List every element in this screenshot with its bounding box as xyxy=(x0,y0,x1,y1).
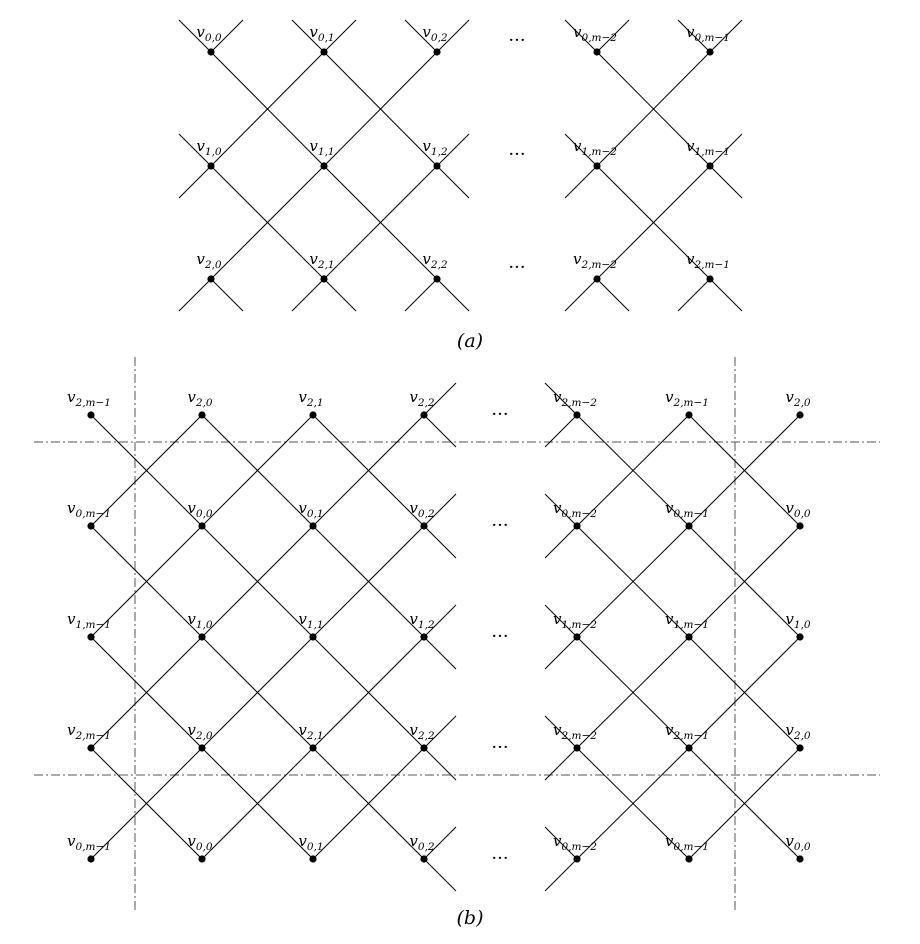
vertex-label xyxy=(409,388,435,409)
vertex-label xyxy=(553,721,597,742)
vertex xyxy=(796,411,803,418)
vertex-label xyxy=(422,137,448,158)
vertex-label xyxy=(196,250,222,271)
vertex-label xyxy=(553,832,597,853)
vertex xyxy=(198,633,205,640)
vertex-label xyxy=(686,23,730,44)
vertex-symbol: v xyxy=(665,610,674,628)
ellipsis: ··· xyxy=(491,848,509,869)
edge-stub xyxy=(179,279,211,311)
vertex xyxy=(573,855,580,862)
vertex-subscript: 0,0 xyxy=(793,841,811,853)
vertex xyxy=(796,855,803,862)
vertex-label xyxy=(686,137,730,158)
vertex-symbol: v xyxy=(298,721,307,739)
vertex-subscript: 0,2 xyxy=(417,841,435,853)
vertex-subscript: 2,1 xyxy=(306,730,324,742)
vertex xyxy=(87,633,94,640)
edge-stub xyxy=(292,279,324,311)
vertex xyxy=(593,48,600,55)
vertex xyxy=(87,855,94,862)
vertex-symbol: v xyxy=(665,832,674,850)
vertex-label xyxy=(665,610,709,631)
vertex xyxy=(320,48,327,55)
vertex-symbol: v xyxy=(187,610,196,628)
vertex-subscript: 2,0 xyxy=(204,259,222,271)
subfigure-b xyxy=(34,357,880,910)
vertex xyxy=(87,411,94,418)
vertex-subscript: 2,0 xyxy=(195,730,213,742)
vertex-label xyxy=(785,388,811,409)
vertex-label xyxy=(309,250,334,271)
vertex-subscript: 0,1 xyxy=(317,32,335,44)
ellipsis: ··· xyxy=(491,626,509,647)
vertex-symbol: v xyxy=(409,832,418,850)
vertex xyxy=(796,744,803,751)
edge-stub xyxy=(179,166,211,198)
vertex xyxy=(309,855,316,862)
vertex-symbol: v xyxy=(785,721,794,739)
vertex xyxy=(420,744,427,751)
edge-stub xyxy=(405,279,437,311)
vertex-symbol: v xyxy=(553,499,562,517)
vertex xyxy=(573,522,580,529)
vertex-symbol: v xyxy=(67,721,76,739)
vertex-symbol: v xyxy=(67,388,76,406)
vertex-subscript: 2,0 xyxy=(793,730,811,742)
vertex-symbol: v xyxy=(309,250,318,268)
vertex xyxy=(420,855,427,862)
vertex-label xyxy=(187,721,213,742)
vertex-subscript: 0,0 xyxy=(204,32,222,44)
vertex-symbol: v xyxy=(573,250,582,268)
vertex xyxy=(198,855,205,862)
vertex-subscript: 1,m−1 xyxy=(694,146,730,158)
vertex-subscript: 1,0 xyxy=(793,619,811,631)
edge-stub xyxy=(424,859,456,891)
vertex-subscript: 2,m−2 xyxy=(561,397,597,409)
vertex-label xyxy=(187,832,213,853)
vertex xyxy=(573,633,580,640)
vertex-symbol: v xyxy=(785,832,794,850)
ellipsis: ··· xyxy=(491,737,509,758)
ellipsis: ··· xyxy=(491,404,509,425)
vertex-label xyxy=(409,610,435,631)
edge-stub xyxy=(710,279,742,311)
vertex-label xyxy=(67,610,111,631)
vertex-subscript: 0,m−1 xyxy=(673,508,709,520)
vertex-symbol: v xyxy=(553,610,562,628)
vertex-subscript: 2,m−2 xyxy=(561,730,597,742)
vertex-symbol: v xyxy=(187,832,196,850)
edge-stub xyxy=(545,526,577,558)
vertex-subscript: 0,0 xyxy=(195,508,213,520)
vertex-label xyxy=(422,250,448,271)
vertex-label xyxy=(298,832,323,853)
vertex-symbol: v xyxy=(196,137,205,155)
vertex-symbol: v xyxy=(573,23,582,41)
vertex xyxy=(420,633,427,640)
vertex xyxy=(320,275,327,282)
vertex-subscript: 1,0 xyxy=(204,146,222,158)
edge-stub xyxy=(565,166,597,198)
vertex xyxy=(87,744,94,751)
vertex-subscript: 0,0 xyxy=(195,841,213,853)
vertex-subscript: 1,1 xyxy=(317,146,335,158)
vertex-symbol: v xyxy=(187,721,196,739)
vertex-symbol: v xyxy=(196,23,205,41)
vertex-symbol: v xyxy=(553,832,562,850)
edge-stub xyxy=(424,637,456,669)
vertex-symbol: v xyxy=(422,250,431,268)
vertex-symbol: v xyxy=(309,23,318,41)
vertex-subscript: 2,m−1 xyxy=(694,259,730,271)
vertex-subscript: 0,1 xyxy=(306,508,324,520)
vertex-subscript: 0,m−2 xyxy=(561,508,597,520)
vertex-label xyxy=(67,721,111,742)
vertex xyxy=(433,275,440,282)
vertex-symbol: v xyxy=(422,23,431,41)
edge-stub xyxy=(565,279,597,311)
vertex-label xyxy=(573,23,617,44)
vertex xyxy=(796,522,803,529)
vertex-subscript: 1,m−2 xyxy=(581,146,617,158)
vertex-symbol: v xyxy=(785,388,794,406)
vertex-subscript: 2,m−1 xyxy=(673,730,709,742)
vertex-label xyxy=(309,23,334,44)
vertex-label xyxy=(785,832,811,853)
vertex-label xyxy=(665,721,709,742)
vertex-label xyxy=(665,388,709,409)
vertex xyxy=(207,162,214,169)
vertex xyxy=(685,744,692,751)
vertex-subscript: 2,0 xyxy=(195,397,213,409)
vertex-subscript: 2,1 xyxy=(306,397,324,409)
vertex xyxy=(309,744,316,751)
vertex-label xyxy=(553,499,597,520)
vertex-subscript: 2,m−1 xyxy=(673,397,709,409)
vertex-label xyxy=(298,721,323,742)
vertex-subscript: 0,m−1 xyxy=(75,508,111,520)
vertex-label xyxy=(187,499,213,520)
vertex xyxy=(593,162,600,169)
vertex-label xyxy=(409,499,435,520)
edge-stub xyxy=(324,279,356,311)
vertex-symbol: v xyxy=(298,610,307,628)
subfigure-a xyxy=(179,20,742,311)
vertex-symbol: v xyxy=(67,499,76,517)
vertex xyxy=(309,411,316,418)
vertex-symbol: v xyxy=(665,499,674,517)
vertex-symbol: v xyxy=(409,610,418,628)
vertex-label xyxy=(665,832,709,853)
vertex xyxy=(573,744,580,751)
edge-stub xyxy=(597,279,629,311)
vertex-subscript: 1,m−1 xyxy=(673,619,709,631)
vertex-symbol: v xyxy=(409,721,418,739)
vertex-symbol: v xyxy=(553,388,562,406)
vertex-label xyxy=(409,721,435,742)
vertex xyxy=(207,48,214,55)
vertex-symbol: v xyxy=(553,721,562,739)
vertex-label xyxy=(785,610,811,631)
edge-stub xyxy=(710,166,742,198)
vertex-symbol: v xyxy=(686,23,695,41)
vertex-subscript: 0,2 xyxy=(417,508,435,520)
vertex-subscript: 2,2 xyxy=(417,730,435,742)
vertex-label xyxy=(409,832,435,853)
edge-stub xyxy=(424,526,456,558)
vertex-subscript: 1,m−2 xyxy=(561,619,597,631)
vertex-subscript: 0,1 xyxy=(306,841,324,853)
vertex-subscript: 0,m−2 xyxy=(561,841,597,853)
vertex-symbol: v xyxy=(67,832,76,850)
vertex xyxy=(706,275,713,282)
vertex-subscript: 0,m−1 xyxy=(673,841,709,853)
caption-a: (a) xyxy=(456,330,484,352)
vertex-subscript: 2,m−1 xyxy=(75,397,111,409)
vertex xyxy=(320,162,327,169)
vertex-symbol: v xyxy=(686,137,695,155)
ellipsis: ··· xyxy=(508,30,526,51)
vertex-label xyxy=(298,388,323,409)
vertex xyxy=(685,633,692,640)
ellipsis: ··· xyxy=(508,257,526,278)
vertex-subscript: 2,2 xyxy=(430,259,448,271)
edge-stub xyxy=(545,637,577,669)
vertex-symbol: v xyxy=(686,250,695,268)
vertex xyxy=(685,411,692,418)
vertex-subscript: 1,2 xyxy=(430,146,448,158)
vertex-symbol: v xyxy=(409,388,418,406)
vertex xyxy=(198,411,205,418)
vertex xyxy=(420,522,427,529)
vertex-subscript: 0,m−2 xyxy=(581,32,617,44)
vertex-label xyxy=(298,610,323,631)
vertex xyxy=(309,633,316,640)
vertex-label xyxy=(665,499,709,520)
vertex-label xyxy=(67,388,111,409)
edge-stub xyxy=(545,859,577,891)
vertex-label xyxy=(573,250,617,271)
vertex-label xyxy=(422,23,448,44)
ellipsis: ··· xyxy=(508,144,526,165)
edge-stub xyxy=(211,279,243,311)
edge-stub xyxy=(437,279,469,311)
vertex-label xyxy=(785,721,811,742)
vertex-symbol: v xyxy=(665,721,674,739)
vertex-symbol: v xyxy=(67,610,76,628)
vertex-label xyxy=(196,137,222,158)
vertex-subscript: 2,m−1 xyxy=(75,730,111,742)
vertex-subscript: 0,2 xyxy=(430,32,448,44)
vertex-subscript: 1,m−1 xyxy=(75,619,111,631)
vertex xyxy=(573,411,580,418)
vertex xyxy=(87,522,94,529)
vertex xyxy=(309,522,316,529)
edge-stub xyxy=(437,166,469,198)
vertex-label xyxy=(187,610,213,631)
vertex xyxy=(198,744,205,751)
edge-stub xyxy=(678,279,710,311)
vertex-symbol: v xyxy=(422,137,431,155)
vertex-label xyxy=(309,137,334,158)
vertex-symbol: v xyxy=(409,499,418,517)
vertex-label xyxy=(553,610,597,631)
vertex-subscript: 2,0 xyxy=(793,397,811,409)
caption-b: (b) xyxy=(456,907,484,929)
vertex-label xyxy=(196,23,222,44)
vertex-subscript: 1,2 xyxy=(417,619,435,631)
vertex-label xyxy=(67,832,111,853)
vertex-label xyxy=(785,499,811,520)
vertex xyxy=(433,48,440,55)
vertex-subscript: 0,0 xyxy=(793,508,811,520)
vertex-symbol: v xyxy=(665,388,674,406)
vertex-subscript: 0,m−1 xyxy=(694,32,730,44)
vertex-label xyxy=(553,388,597,409)
vertex-subscript: 0,m−1 xyxy=(75,841,111,853)
vertex-symbol: v xyxy=(785,499,794,517)
vertex-symbol: v xyxy=(298,832,307,850)
vertex-symbol: v xyxy=(196,250,205,268)
vertex xyxy=(706,48,713,55)
vertex-symbol: v xyxy=(785,610,794,628)
vertex-symbol: v xyxy=(298,388,307,406)
vertex xyxy=(796,633,803,640)
vertex-label xyxy=(298,499,323,520)
vertex-symbol: v xyxy=(187,499,196,517)
vertex xyxy=(685,522,692,529)
vertex xyxy=(706,162,713,169)
vertex-symbol: v xyxy=(187,388,196,406)
vertex-symbol: v xyxy=(309,137,318,155)
vertex-subscript: 1,0 xyxy=(195,619,213,631)
vertex xyxy=(433,162,440,169)
vertex-label xyxy=(686,250,730,271)
vertex xyxy=(198,522,205,529)
vertex-subscript: 2,1 xyxy=(317,259,335,271)
vertex-label xyxy=(573,137,617,158)
vertex-symbol: v xyxy=(298,499,307,517)
vertex-subscript: 1,1 xyxy=(306,619,324,631)
ellipsis: ··· xyxy=(491,515,509,536)
vertex-label xyxy=(187,388,213,409)
vertex xyxy=(593,275,600,282)
vertex xyxy=(685,855,692,862)
vertex-symbol: v xyxy=(573,137,582,155)
vertex-subscript: 2,2 xyxy=(417,397,435,409)
vertex xyxy=(420,411,427,418)
vertex-label xyxy=(67,499,111,520)
vertex-subscript: 2,m−2 xyxy=(581,259,617,271)
vertex xyxy=(207,275,214,282)
